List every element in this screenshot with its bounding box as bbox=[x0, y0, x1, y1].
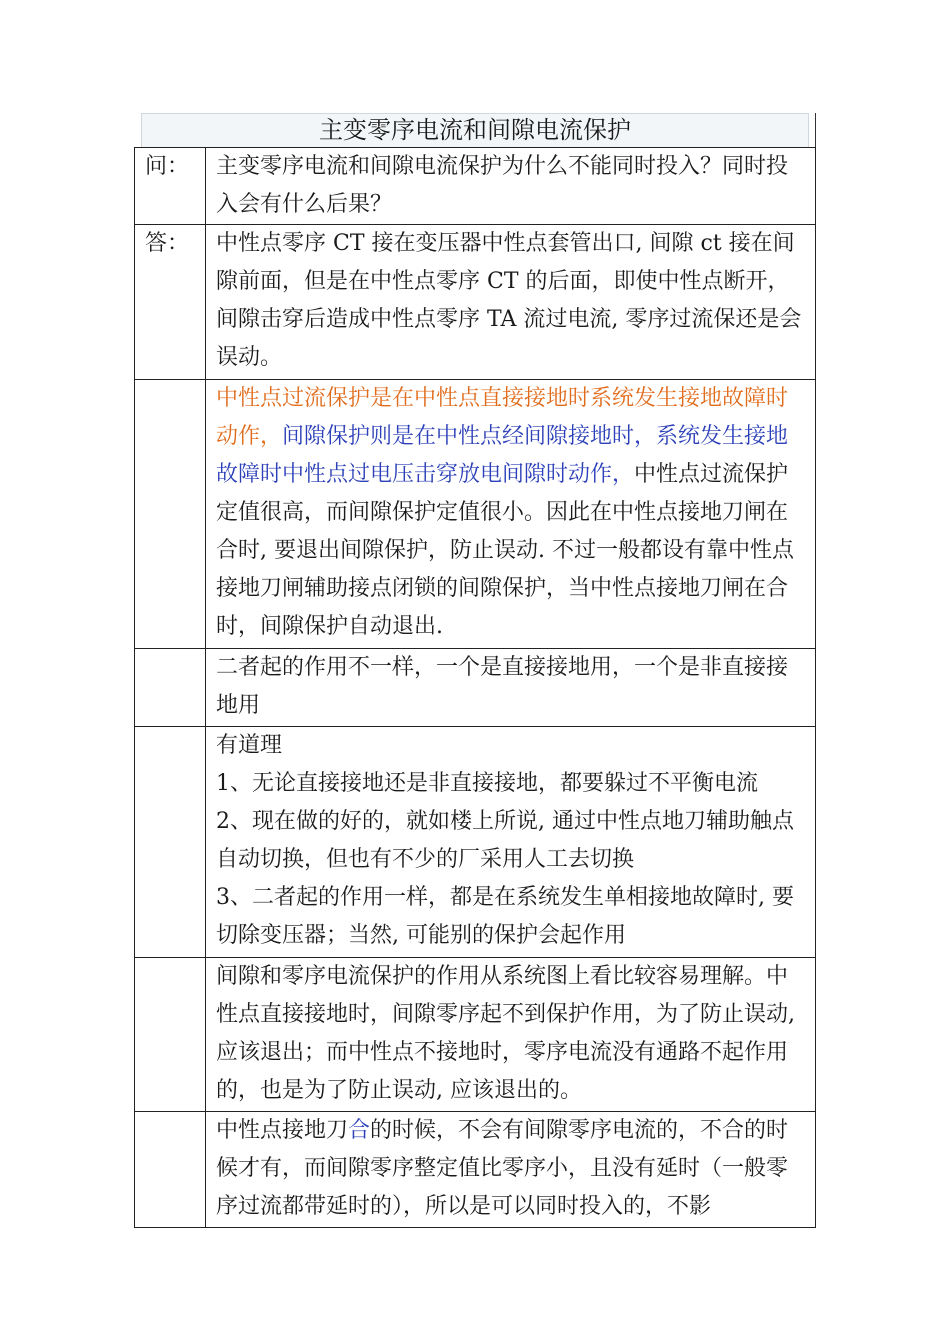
reply-5-blue-text: 合 bbox=[348, 1118, 371, 1143]
reply-3-text bbox=[206, 727, 816, 958]
table-row-reply-5 bbox=[135, 1112, 816, 1228]
reply-4-text: 间隙和零序电流保护的作用从系统图上看比较容易理解。中性点直接接地时，间隙零序起不到保护作用，为了防止误动, 应该退出；而中性点不接地时，零序电流没有通路不起作用的，也是为了防止误动, 应该退出的。 bbox=[206, 958, 816, 1112]
reply-4-label bbox=[135, 958, 206, 1112]
reply-2-label bbox=[135, 649, 206, 727]
reply-5-label bbox=[135, 1112, 206, 1228]
answer-label: 答： bbox=[135, 225, 206, 380]
answer-text: 中性点零序 CT 接在变压器中性点套管出口, 间隙 ct 接在间隙前面，但是在中性点零序 CT 的后面，即使中性点断开，间隙击穿后造成中性点零序 TA 流过电流, 零序过流保还是会误动。 bbox=[206, 225, 816, 380]
reply-5-text bbox=[206, 1112, 816, 1228]
reply-5-post-text: 的时候，不会有间隙零序电流的，不合的时候才有，而间隙零序整定值比零序小，且没有延时（一般零序过流都带延时的），所以是可以同时投入的，不影 bbox=[216, 1118, 789, 1219]
table-row-reply-3 bbox=[135, 727, 816, 958]
reply-3-line-4: 3、二者起的作用一样，都是在系统发生单相接地故障时, 要切除变压器；当然, 可能别的保护会起作用 bbox=[216, 885, 794, 948]
document-title: 主变零序电流和间隙电流保护 bbox=[141, 113, 809, 148]
qa-table bbox=[134, 147, 816, 1228]
reply-1-orange-text: 中性点过流保护是在中性点直接接地时系统发生接地故障时动作， bbox=[216, 386, 789, 449]
reply-3-line-2: 1、无论直接接地还是非直接接地，都要躲过不平衡电流 bbox=[216, 771, 758, 796]
table-row-answer bbox=[135, 225, 816, 380]
reply-2-text: 二者起的作用不一样，一个是直接接地用，一个是非直接接地用 bbox=[206, 649, 816, 727]
table-row-question bbox=[135, 148, 816, 225]
reply-5-pre-text: 中性点接地刀 bbox=[216, 1118, 349, 1143]
reply-1-text bbox=[206, 380, 816, 649]
question-label: 问： bbox=[135, 148, 206, 225]
reply-1-blue-text: 间隙保护则是在中性点经间隙接地时，系统发生接地故障时中性点过电压击穿放电间隙时动作， bbox=[216, 424, 789, 487]
table-row-reply-4 bbox=[135, 958, 816, 1112]
title-divider bbox=[815, 113, 816, 149]
reply-3-label bbox=[135, 727, 206, 958]
reply-1-label bbox=[135, 380, 206, 649]
table-row-reply-2 bbox=[135, 649, 816, 727]
table-row-reply-1 bbox=[135, 380, 816, 649]
reply-1-rest-text: 中性点过流保护定值很高，而间隙保护定值很小。因此在中性点接地刀闸在合时, 要退出间隙保护，防止误动. 不过一般都设有靠中性点接地刀闸辅助接点闭锁的间隙保护，当中性点接地刀闸在合时，间隙保护自动退出. bbox=[216, 462, 794, 639]
reply-3-line-1: 有道理 bbox=[216, 733, 283, 758]
reply-3-line-3: 2、现在做的好的，就如楼上所说, 通过中性点地刀辅助触点自动切换，但也有不少的厂采用人工去切换 bbox=[216, 809, 794, 872]
question-text: 主变零序电流和间隙电流保护为什么不能同时投入？同时投入会有什么后果？ bbox=[206, 148, 816, 225]
